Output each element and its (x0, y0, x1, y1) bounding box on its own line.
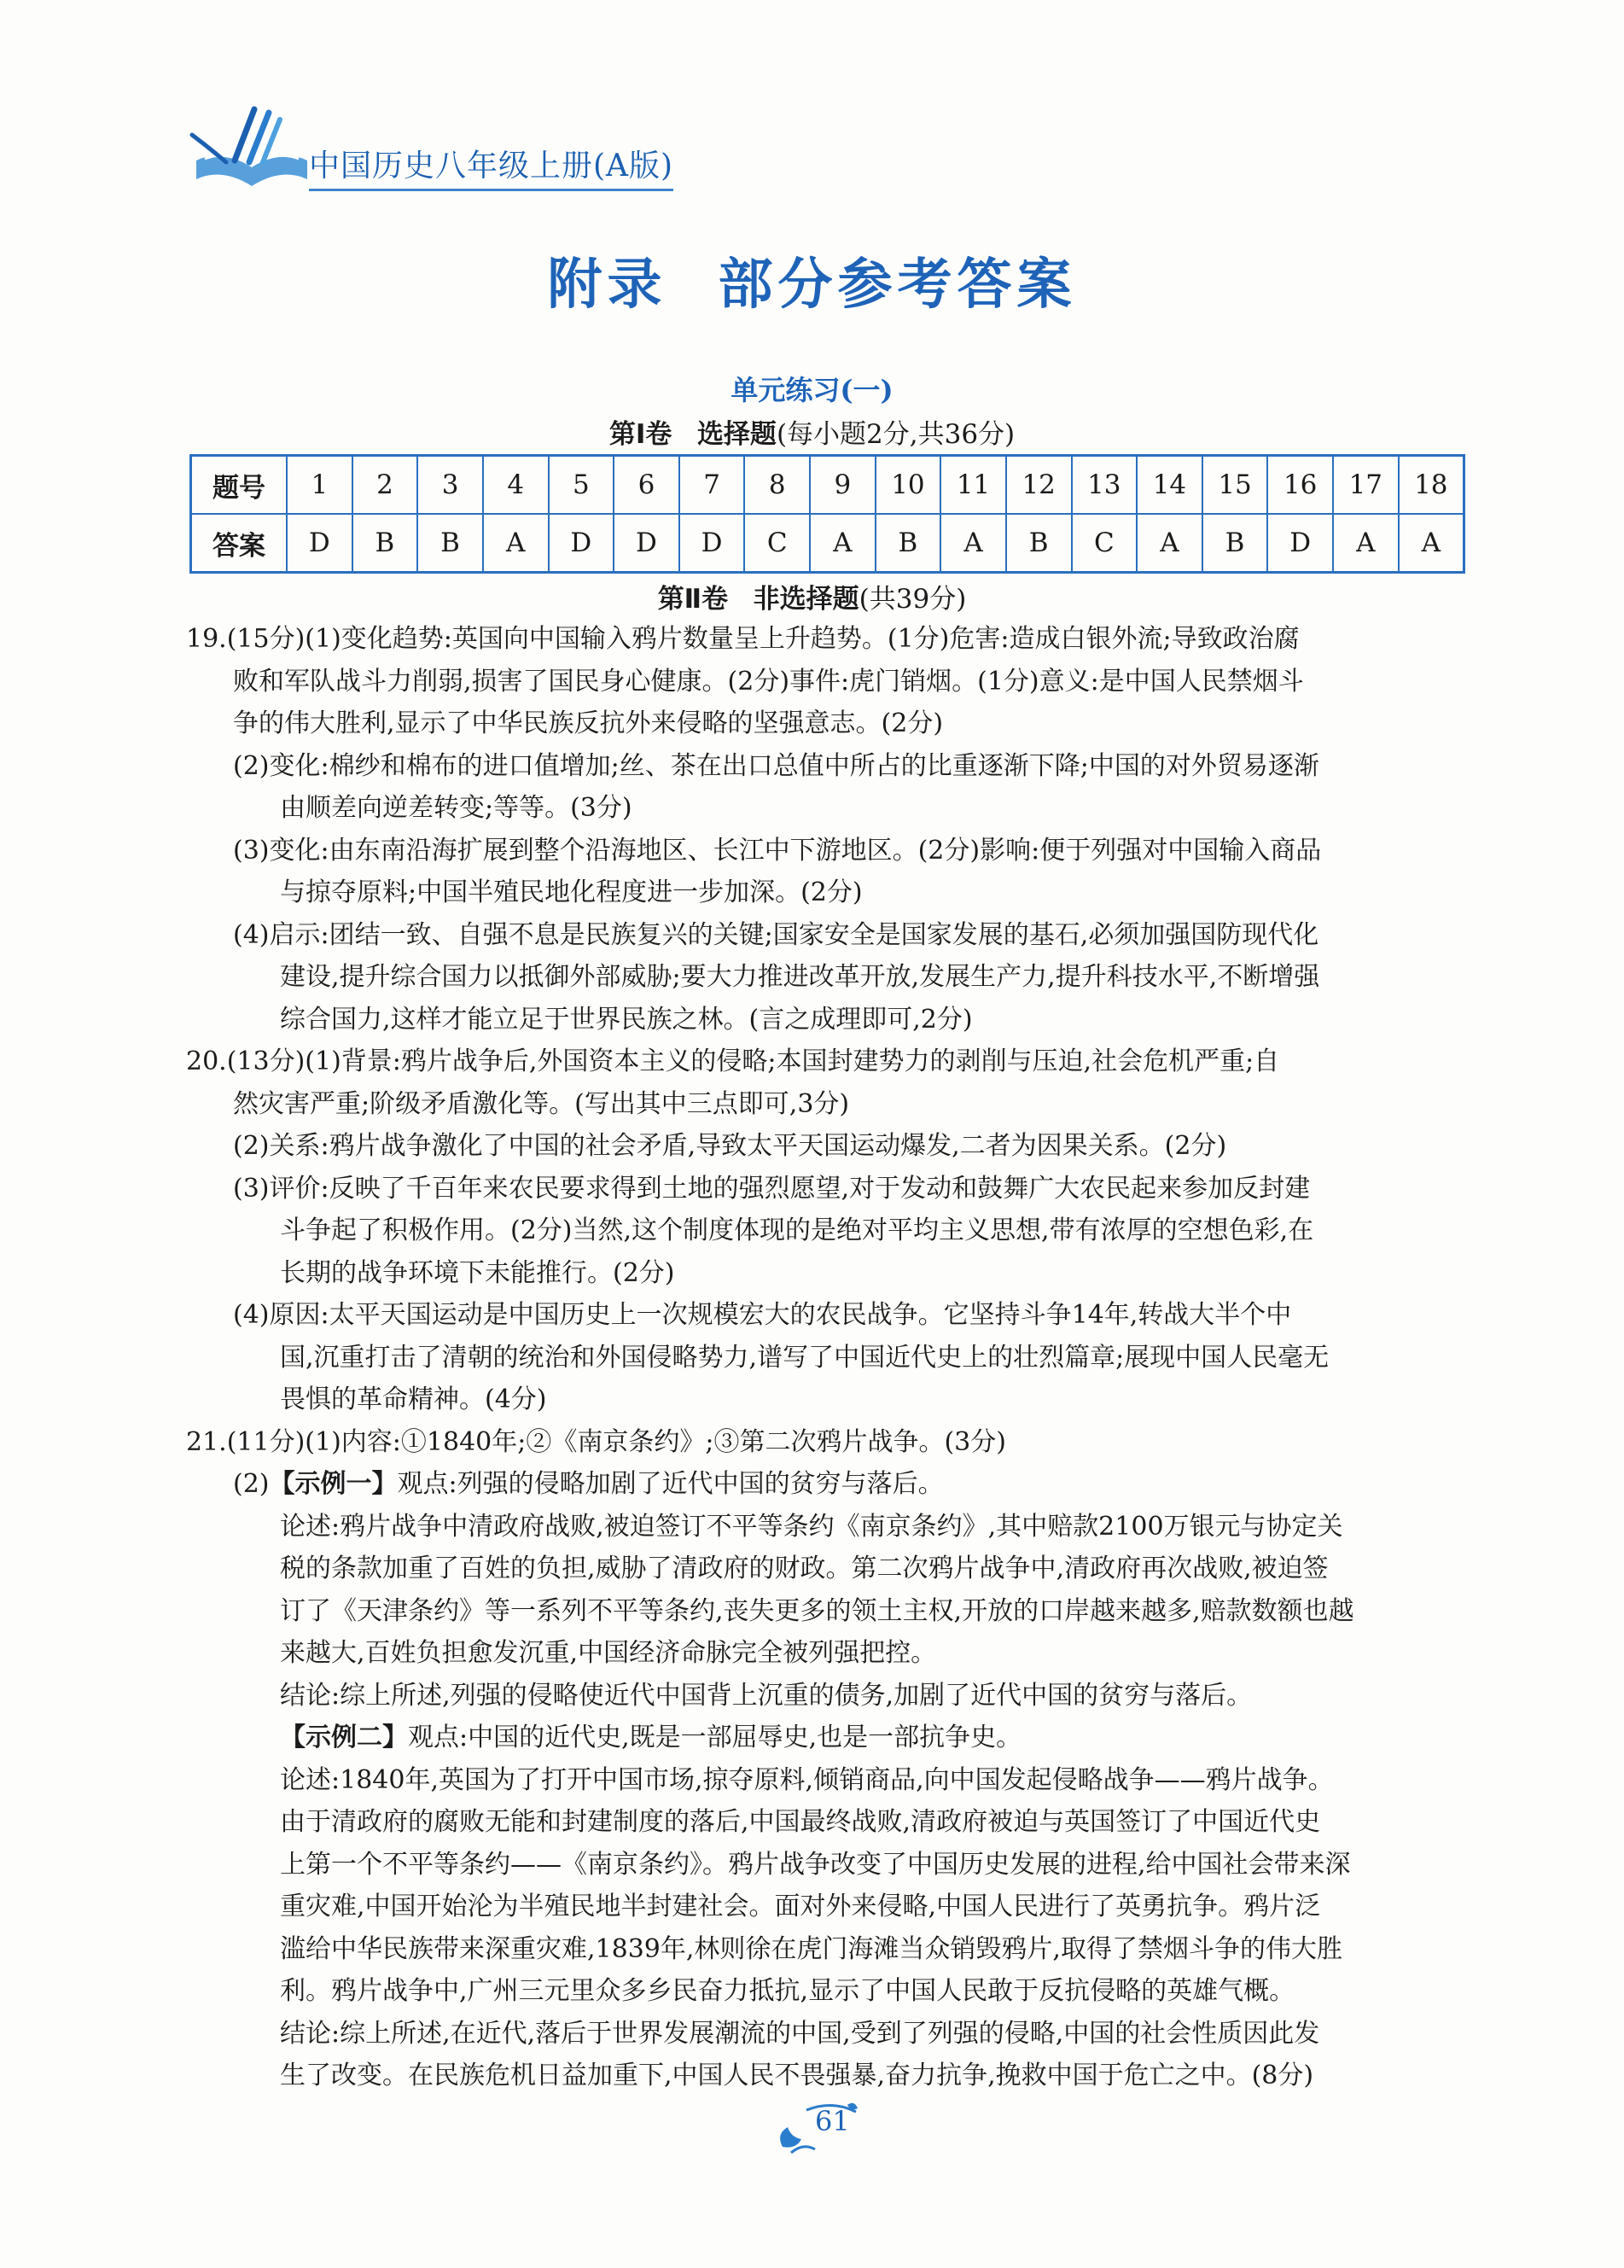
part2-note: (共39分) (859, 584, 967, 615)
unit-title: 单元练习(一) (731, 374, 893, 406)
answer-line: (3)变化:由东南沿海扩展到整个沿海地区、长江中下游地区。(2分)影响:便于列强对中国输入商品 (233, 835, 1322, 866)
answer-line: 与掠夺原料;中国半殖民地化程度进一步加深。(2分) (280, 877, 863, 907)
sub-question-label: (2) (233, 1469, 270, 1499)
answer-line: 结论:综上所述,在近代,落后于世界发展潮流的中国,受到了列强的侵略,中国的社会性质因此发 (280, 2018, 1320, 2049)
question-number: 11 (940, 456, 1006, 515)
answer-line: (3)评价:反映了千百年来农民要求得到土地的强烈愿望,对于发动和鼓舞广大农民起来参加反封建 (233, 1173, 1311, 1204)
question-number: 9 (810, 456, 876, 515)
question-number: 10 (876, 456, 941, 515)
answer-line: 论述:鸦片战争中清政府战败,被迫签订不平等条约《南京条约》,其中赔款2100万银元与协定关 (280, 1511, 1343, 1542)
question-number: 6 (614, 456, 679, 515)
question-number: 2 (352, 456, 418, 515)
example-label: 【示例二】 (280, 1723, 408, 1752)
answer-table-answer-row (191, 514, 1464, 573)
question-number: 1 (287, 456, 352, 515)
main-title (0, 241, 1624, 319)
answer-line: 综合国力,这样才能立足于世界民族之林。(言之成理即可,2分) (280, 1004, 973, 1035)
question-number: 12 (1006, 456, 1072, 515)
answer-letter: A (1137, 514, 1202, 573)
page-footer (772, 2100, 866, 2164)
answer-letter: A (483, 514, 549, 573)
answer-line: 斗争起了积极作用。(2分)当然,这个制度体现的是绝对平均主义思想,带有浓厚的空想色彩,在 (280, 1216, 1314, 1245)
part1-title: 选择题 (696, 419, 777, 450)
part1-note: (每小题2分,共36分) (776, 419, 1016, 450)
answer-line: (2)变化:棉纱和棉布的进口值增加;丝、茶在出口总值中所占的比重逐渐下降;中国的对外贸易逐渐 (233, 750, 1319, 781)
question-number: 14 (1137, 456, 1202, 515)
answer-line: 21.(11分)(1)内容:①1840年;②《南京条约》;③第二次鸦片战争。(3分) (186, 1426, 1006, 1457)
main-title-appendix: 附录 (547, 254, 667, 317)
answer-line: 国,沉重打击了清朝的统治和外国侵略势力,谱写了中国近代史上的壮烈篇章;展现中国人民毫无 (280, 1342, 1330, 1373)
answer-line: 19.(15分)(1)变化趋势:英国向中国输入鸦片数量呈上升趋势。(1分)危害:造成白银外流;导致政治腐 (186, 624, 1300, 654)
answer-line: 税的条款加重了百姓的负担,威胁了清政府的财政。第二次鸦片战争中,清政府再次战败,被迫签 (280, 1554, 1329, 1583)
answer-line: 来越大,百姓负担愈发沉重,中国经济命脉完全被列强把控。 (280, 1638, 937, 1668)
answer-table-number-row (191, 456, 1464, 515)
main-title-answers: 部分参考答案 (718, 254, 1077, 317)
page-header (188, 101, 785, 195)
answer-letter: D (287, 514, 352, 573)
answer-line: 滥给中华民族带来深重灾难,1839年,林则徐在虎门海滩当众销毁鸦片,取得了禁烟斗争的伟大胜 (280, 1933, 1342, 1964)
answer-line: 利。鸦片战争中,广州三元里众多乡民奋力抵抗,显示了中国人民敢于反抗侵略的英雄气概。 (280, 1976, 1295, 2006)
answer-line: 争的伟大胜利,显示了中华民族反抗外来侵略的坚强意志。(2分) (233, 708, 944, 738)
part1-heading (0, 412, 1624, 451)
answer-line: 上第一个不平等条约——《南京条约》。鸦片战争改变了中国历史发展的进程,给中国社会带来深 (280, 1849, 1351, 1880)
answer-letter: B (417, 514, 483, 573)
part1-label: 第Ⅰ卷 (608, 419, 672, 450)
answer-letter: D (549, 514, 614, 573)
answer-line: 论述:1840年,英国为了打开中国市场,掠夺原料,倾销商品,向中国发起侵略战争——鸦片战争。 (280, 1764, 1334, 1795)
question-number: 7 (679, 456, 745, 515)
answer-line: 建设,提升综合国力以抵御外部威胁;要大力推进改革开放,发展生产力,提升科技水平,不断增强 (280, 962, 1320, 992)
question-number: 4 (483, 456, 549, 515)
question-number: 8 (744, 456, 810, 515)
answer-body (186, 618, 1466, 2097)
answer-line-text: 观点:列强的侵略加剧了近代中国的贫穷与落后。 (397, 1469, 944, 1499)
answer-letter: A (1399, 514, 1464, 573)
row-head-number: 题号 (191, 456, 288, 515)
question-number: 18 (1399, 456, 1464, 515)
answer-line: 由顺差向逆差转变;等等。(3分) (280, 793, 632, 823)
part2-title: 非选择题 (753, 584, 859, 615)
row-head-answer: 答案 (191, 514, 288, 573)
answer-line: 重灾难,中国开始沦为半殖民地半封建社会。面对外来侵略,中国人民进行了英勇抗争。鸦片泛 (280, 1892, 1321, 1921)
answer-letter: D (614, 514, 679, 573)
answer-line: 败和军队战斗力削弱,损害了国民身心健康。(2分)事件:虎门销烟。(1分)意义:是中国人民禁烟斗 (233, 666, 1304, 697)
question-number: 5 (549, 456, 614, 515)
question-number: 17 (1333, 456, 1399, 515)
page-number: 61 (815, 2105, 850, 2137)
answer-line: 由于清政府的腐败无能和封建制度的落后,中国最终战败,清政府被迫与英国签订了中国近代史 (280, 1807, 1321, 1837)
question-number: 16 (1267, 456, 1333, 515)
answer-line: (4)原因:太平天国运动是中国历史上一次规模宏大的农民战争。它坚持斗争14年,转战大半个中 (233, 1300, 1292, 1330)
answer-line: 20.(13分)(1)背景:鸦片战争后,外国资本主义的侵略;本国封建势力的剥削与压迫,社会危机严重;自 (186, 1047, 1280, 1076)
answer-line: 结论:综上所述,列强的侵略使近代中国背上沉重的债务,加剧了近代中国的贫穷与落后。 (280, 1680, 1253, 1711)
answer-letter: C (1072, 514, 1138, 573)
part2-heading (0, 577, 1624, 615)
answer-letter: B (1006, 514, 1072, 573)
example-label: 【示例一】 (269, 1469, 398, 1499)
answer-line-text: 观点:中国的近代史,既是一部屈辱史,也是一部抗争史。 (408, 1723, 1022, 1752)
answer-letter: A (940, 514, 1006, 573)
answer-line: (4)启示:团结一致、自强不息是民族复兴的关键;国家安全是国家发展的基石,必须加强国防现代化 (233, 919, 1319, 950)
answer-line (186, 1717, 1466, 1759)
answer-line: 然灾害严重;阶级矛盾激化等。(写出其中三点即可,3分) (233, 1088, 850, 1119)
answer-letter: A (1333, 514, 1399, 573)
series-title: 中国历史八年级上册(A版) (309, 142, 673, 191)
answer-letter: D (1267, 514, 1333, 573)
question-number: 15 (1202, 456, 1268, 515)
answer-line: 长期的战争环境下未能推行。(2分) (280, 1257, 675, 1288)
question-number: 13 (1072, 456, 1138, 515)
open-book-logo-icon (188, 101, 316, 195)
question-number: 3 (417, 456, 483, 515)
answer-letter: D (679, 514, 745, 573)
answer-line: 生了改变。在民族危机日益加重下,中国人民不畏强暴,奋力抗争,挽救中国于危亡之中。(8分) (280, 2061, 1314, 2090)
answer-table (189, 454, 1465, 574)
answer-line (186, 1463, 1466, 1506)
answer-line: 订了《天津条约》等一系列不平等条约,丧失更多的领土主权,开放的口岸越来越多,赔款数额也越 (280, 1595, 1354, 1626)
answer-letter: B (876, 514, 941, 573)
answer-letter: B (1202, 514, 1268, 573)
answer-line: (2)关系:鸦片战争激化了中国的社会矛盾,导致太平天国运动爆发,二者为因果关系。(2分) (233, 1131, 1227, 1161)
answer-letter: A (810, 514, 876, 573)
answer-line: 畏惧的革命精神。(4分) (280, 1385, 547, 1414)
part2-label: 第Ⅱ卷 (657, 584, 729, 615)
answer-letter: B (352, 514, 418, 573)
answer-letter: C (744, 514, 810, 573)
